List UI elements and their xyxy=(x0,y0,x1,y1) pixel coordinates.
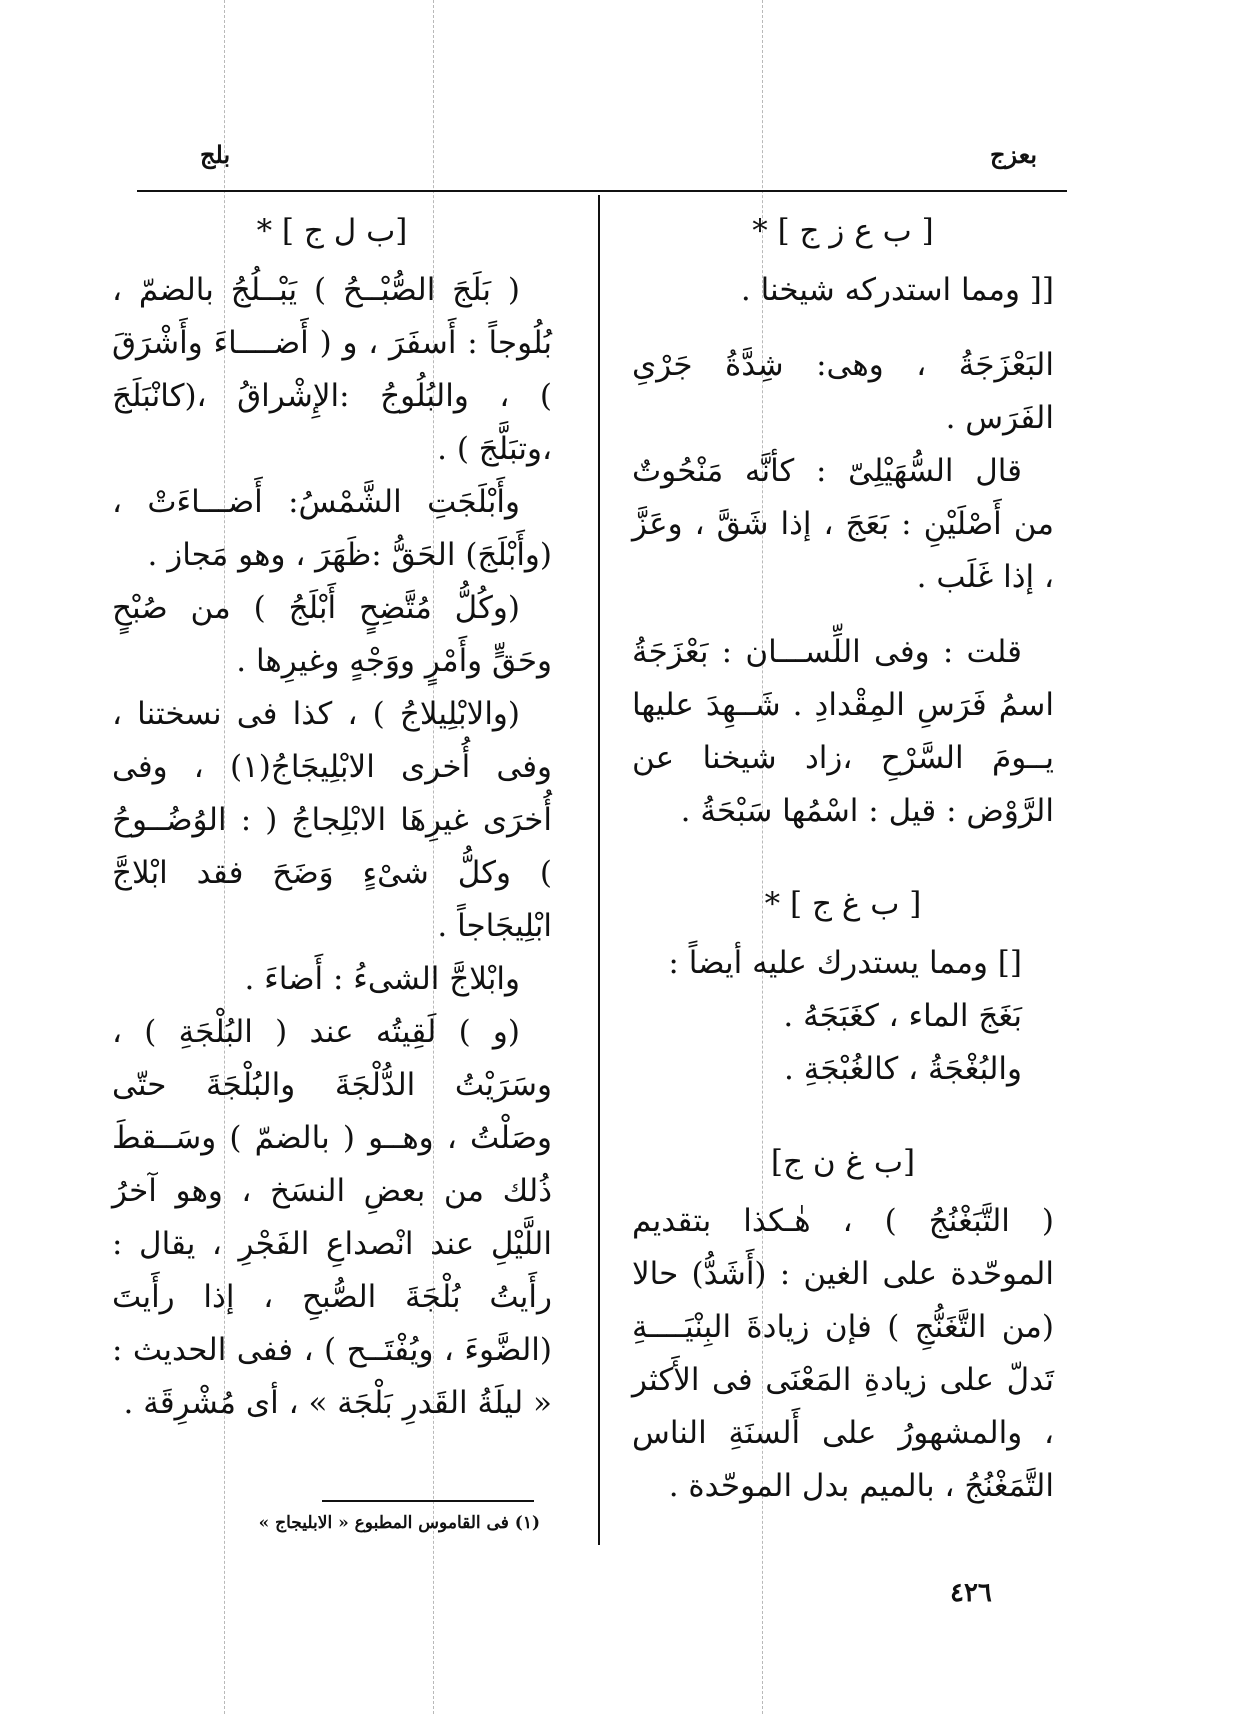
entry-heading: [ب ل ج ] * xyxy=(256,213,408,249)
entry-paragraph: (والابْلِيلاجُ ) ، كذا فى نسختنا ، وفى أُخرى الابْلِيجَاجُ(١) ، وفى أُخرَى غيرِهَا الابْلِجاجُ ( : الوُضُــوحُ ) وكلُّ شىْءٍ وَضَحَ فقد ابْلاجَّ ابْلِيجَاجاً . xyxy=(112,696,552,944)
entry-paragraph: (و ) لَقِيتُه عند ( البُلْجَةِ ) ، وسَرَيْتُ الدُّلْجَةَ والبُلْجَةَ حتّى وصَلْتُ ، وهــو ( بالضمّ ) وسَــقطَ ذُلك من بعضِ النسَخ ، وهو آخرُ اللَّيْلِ عند انْصداعِ الفَجْرِ ، يقال : رأَيتُ بُلْجَةَ الصُّبحِ ، إذا رأَيتَ (الضَّوءَ ، ويُفْتَــح ) ، ففى الحديث : « ليلَةُ القَدرِ بَلْجَة » ، أى مُشْرِقَة . xyxy=(112,1014,552,1421)
header-rule xyxy=(137,190,1067,192)
entry-paragraph: [[ ومما استدركه شيخنا . xyxy=(740,272,1054,308)
entry-paragraph: وابْلاجَّ الشىءُ : أَضاءَ . xyxy=(244,961,520,997)
entry-paragraph: ( بَلَجَ الصُّبْــحُ ) يَبْــلُجُ بالضمّ ، بُلُوجاً : أَسفَرَ ، و ( أَضــــاءَ وأَشْرَقَ ) ، والبُلُوجُ :الإِشْراقُ ،(كانْبَلَجَ ،وتبَلَّجَ ) . xyxy=(112,272,552,467)
entry-heading: [ب غ ن ج] xyxy=(770,1144,916,1180)
entry-paragraph: قال السُّهَيْلِىّ : كأنَّه مَنْحُوتٌ من أَصْلَيْنِ : بَعَجَ ، إذا شَقَّ ، وعَزَّ ، إذا غَلَب . xyxy=(632,453,1054,595)
left-column xyxy=(112,205,552,1430)
column-divider xyxy=(598,195,600,1545)
entry-paragraph: بَغَجَ الماء ، كغَبَجَهُ . xyxy=(783,998,1022,1034)
footnote: (١) فى القاموس المطبوع « الابليجاج » xyxy=(258,1513,540,1533)
entry-paragraph: [] ومما يستدرك عليه أيضاً : xyxy=(668,945,1022,981)
entry-paragraph: قلت : وفى اللِّســـان : بَعْزَجَةُ اسمُ فَرَسِ المِقْدادِ . شَــهِدَ عليها يــومَ السَّرْحِ ،زاد شيخنا عن الرَّوْض : قيل : اسْمُها سَبْحَةُ . xyxy=(632,634,1054,829)
entry-paragraph: وأَبْلَجَتِ الشَّمْسُ: أَضـــاءَتْ ، (وأَبْلَجَ) الحَقُّ :ظَهَرَ ، وهو مَجاز . xyxy=(112,484,552,573)
running-head-left: بلج xyxy=(200,140,231,169)
running-head-right: بعزج xyxy=(990,140,1037,169)
entry-heading: [ ب غ ج ] * xyxy=(764,886,922,922)
right-column xyxy=(632,205,1054,1513)
entry-paragraph: (وكُلُّ مُتَّضِحٍ أَبْلَجُ ) من صُبْحٍ وحَقٍّ وأَمْرٍ ووَجْهٍ وغيرِها . xyxy=(112,590,552,679)
footnote-rule xyxy=(322,1500,534,1502)
entry-heading: [ ب ع ز ج ] * xyxy=(752,213,934,249)
entry-paragraph: والبُغْجَةُ ، كالغُبْجَةِ . xyxy=(784,1051,1022,1087)
entry-paragraph: البَعْزَجَةُ ، وهى: شِدَّةُ جَرْىِ الفَرَس . xyxy=(632,347,1054,436)
entry-paragraph: ( التَّبَغْنُجُ ) ، هٰـكذا بتقديم الموحّدة على الغين : (أَشَدُّ) حالا (من التَّغَنُّجِ ) فإن زيادةَ البِنْيَــــةِ تَدلّ على زيادةِ المَعْنَى فى الأَكثر ، والمشهورُ على أَلسنَةِ الناس التَّمَغْنُجُ ، بالميم بدل الموحّدة . xyxy=(632,1203,1054,1504)
page-number: ٤٢٦ xyxy=(950,1578,992,1608)
